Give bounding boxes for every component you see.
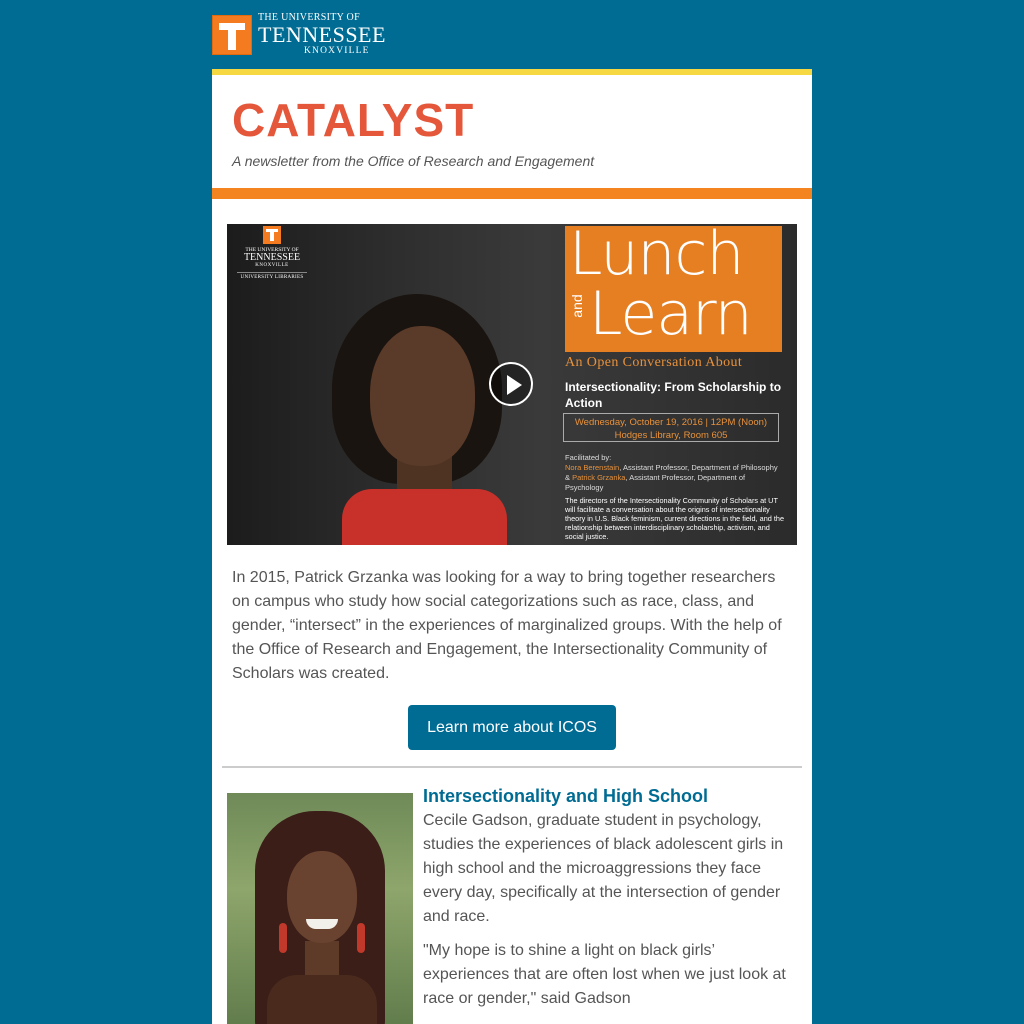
event-location: Hodges Library, Room 605 bbox=[614, 430, 728, 441]
and-word: and bbox=[569, 294, 585, 318]
facilitators bbox=[565, 453, 783, 493]
facilitator-1-name: Nora Berenstain bbox=[565, 463, 620, 472]
cecile-gadson-photo bbox=[227, 793, 413, 1024]
open-conversation-text: An Open Conversation About bbox=[565, 355, 743, 370]
video-logo-line-4: UNIVERSITY LIBRARIES bbox=[237, 272, 307, 280]
woman-portrait-image bbox=[322, 284, 522, 545]
video-university-logo bbox=[237, 226, 307, 280]
event-date: Wednesday, October 19, 2016 | 12PM (Noon) bbox=[574, 417, 768, 428]
facilitator-1-role: , Assistant Professor, Department of Philosophy & bbox=[565, 463, 778, 482]
facilitator-2-name: Patrick Grzanka bbox=[572, 473, 626, 482]
newsletter-tagline: A newsletter from the Office of Research and Engagement bbox=[232, 153, 595, 169]
article-paragraph-1: Cecile Gadson, graduate student in psychology, studies the experiences of black adolescent girls in high school and the microaggressions they face every day, specifically at the intersection of gender and race. bbox=[423, 812, 784, 925]
logo-line-2: TENNESSEE bbox=[258, 22, 386, 48]
intro-paragraph: In 2015, Patrick Grzanka was looking for a way to bring together researchers on campus who study how social categorizations such as race, class, and gender, “intersect” in the experiences of marginalized groups. With the help of the Office of Research and Engagement, the Intersectionality Community of Scholars was created. bbox=[232, 569, 782, 682]
video-logo-line-2: TENNESSEE bbox=[243, 252, 301, 263]
event-topic: Intersectionality: From Scholarship to Action bbox=[565, 380, 782, 410]
university-logo[interactable] bbox=[212, 14, 386, 56]
university-wordmark bbox=[258, 13, 386, 57]
video-logo-line-3: KNOXVILLE bbox=[255, 263, 289, 268]
power-t-icon bbox=[263, 226, 281, 244]
learn-word: Learn bbox=[589, 279, 752, 349]
play-button-icon[interactable] bbox=[489, 362, 533, 406]
logo-line-1: THE UNIVERSITY OF bbox=[258, 12, 360, 24]
event-description: The directors of the Intersectionality Community of Scholars at UT will facilitate a conversation about the origins of intersectionality theory in U.S. Black feminism, current directions in the field, and the relationship between interdisciplinary scholarship, activism, and social justice. bbox=[565, 496, 785, 541]
video-thumbnail[interactable] bbox=[227, 224, 797, 545]
section-divider bbox=[222, 766, 802, 768]
masthead bbox=[212, 75, 812, 188]
article-section bbox=[423, 785, 798, 1021]
orange-stripe bbox=[212, 188, 812, 199]
article-title[interactable]: Intersectionality and High School bbox=[423, 786, 709, 806]
power-t-icon bbox=[212, 15, 252, 55]
logo-line-3: KNOXVILLE bbox=[304, 46, 370, 57]
facilitator-2-role: , Assistant Professor, Department of Psychology bbox=[565, 473, 746, 492]
article-paragraph-2: "My hope is to shine a light on black girls’ experiences that are often lost when we just look at race or gender," said Gadson bbox=[423, 942, 786, 1007]
newsletter-container bbox=[212, 69, 812, 1024]
facilitated-by-label: Facilitated by: bbox=[565, 453, 612, 462]
learn-more-button[interactable]: Learn more about ICOS bbox=[408, 705, 616, 750]
event-date-box bbox=[563, 413, 779, 442]
video-logo-line-1: THE UNIVERSITY OF bbox=[245, 247, 299, 253]
newsletter-title: CATALYST bbox=[232, 94, 475, 146]
lunch-word: Lunch bbox=[569, 224, 744, 289]
